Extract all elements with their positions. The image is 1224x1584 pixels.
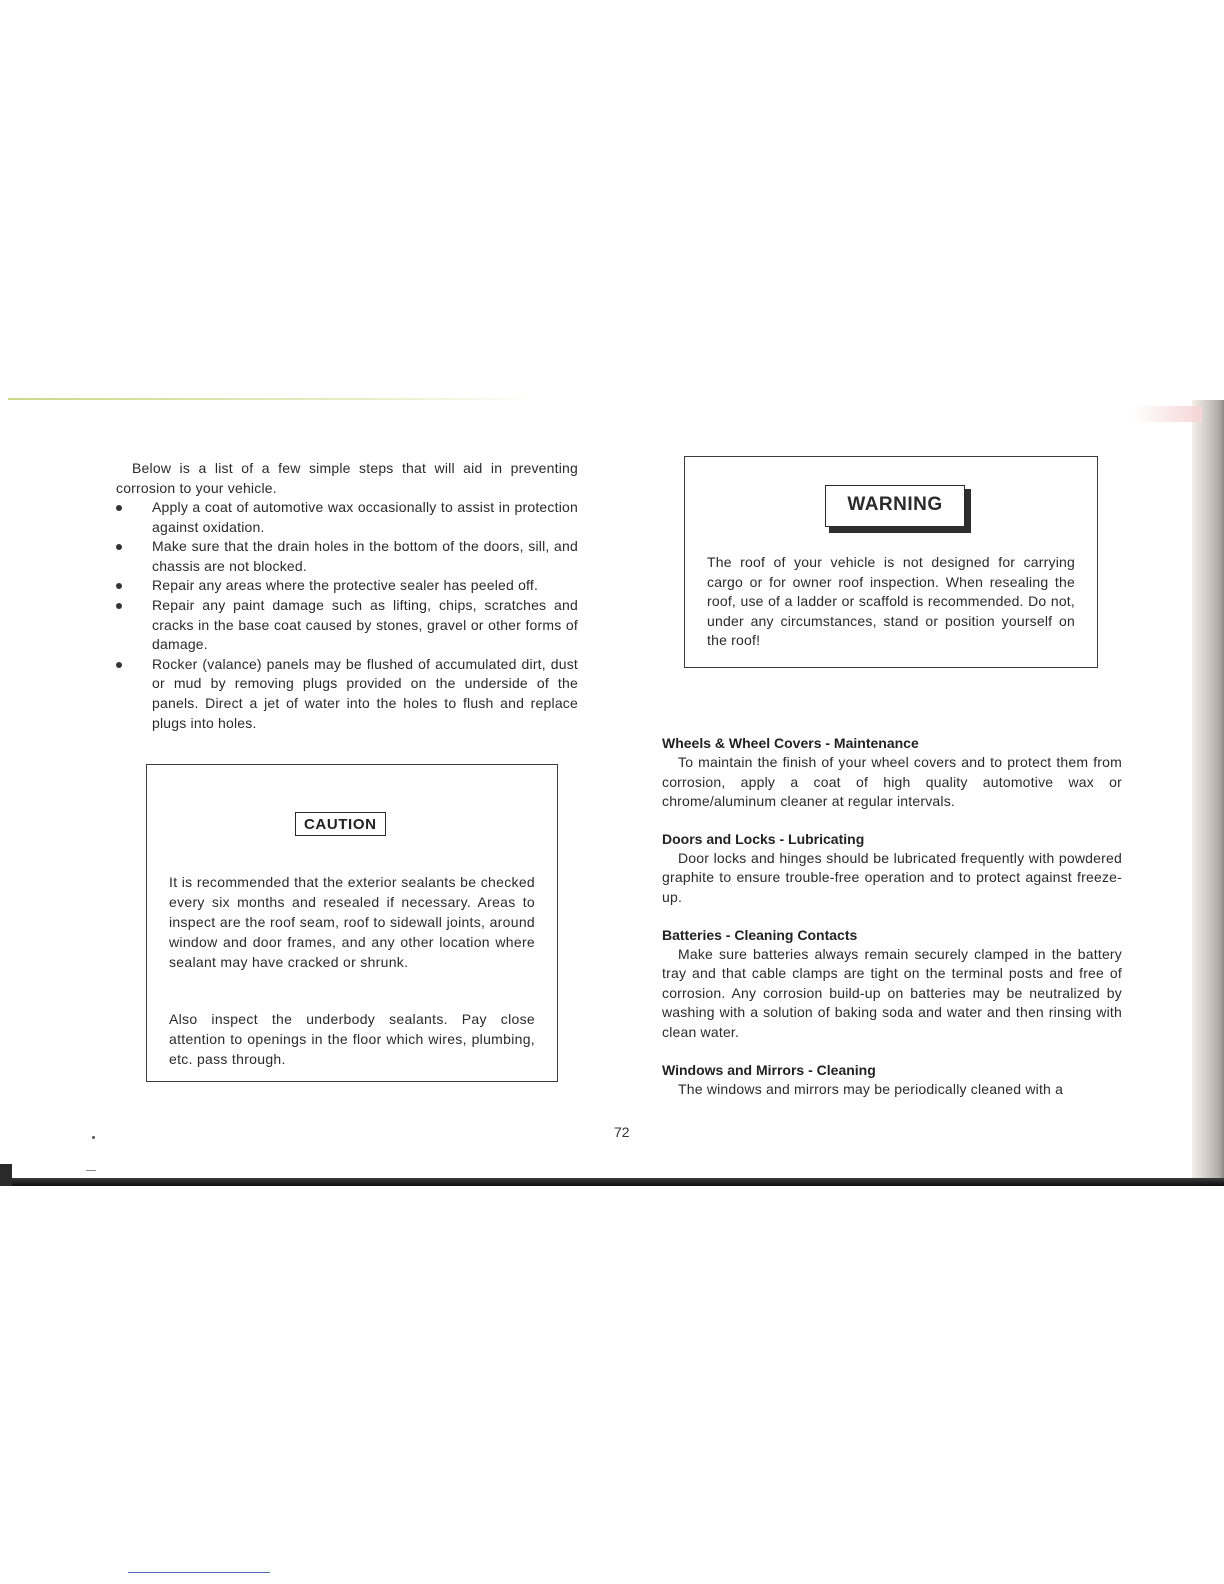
list-item: Make sure that the drain holes in the bottom of the doors, sill, and chassis are not blocked. — [116, 537, 578, 576]
list-item: Repair any paint damage such as lifting, chips, scratches and cracks in the base coat caused by stones, gravel or other forms of damage. — [116, 596, 578, 655]
list-item: Rocker (valance) panels may be flushed of accumulated dirt, dust or mud by removing plugs provided on the underside of the panels. Direct a jet of water into the holes to flush and replace plugs into holes. — [116, 655, 578, 733]
section-body: Door locks and hinges should be lubricated frequently with powdered graphite to ensure trouble-free operation and to protect against freeze-up. — [662, 849, 1122, 905]
bullet-icon — [116, 583, 122, 589]
warning-label-shadow — [829, 527, 971, 533]
caution-paragraph: It is recommended that the exterior sealants be checked every six months and resealed if necessary. Areas to inspect are the roof seam, roof to sidewall joints, around window and door frames, and any other location where sealant may have cracked or shrunk. — [169, 874, 535, 970]
maintenance-sections — [662, 734, 1122, 1117]
section-body: Make sure batteries always remain securely clamped in the battery tray and that cable clamps are tight on the terminal posts and free of corrosion. Any corrosion build-up on batteries may be neutralized by washing with a solution of baking soda and water and then rinsing with clean water. — [662, 945, 1122, 1040]
bullet-icon — [116, 662, 122, 668]
footer-rule — [128, 1572, 270, 1573]
warning-paragraph: The roof of your vehicle is not designed for carrying cargo or for owner roof inspection. When resealing the roof, use of a ladder or scaffold is recommended. Do not, under any circumstances, stand or position yourself on the roof! — [707, 554, 1075, 649]
scan-page-edge-right — [1192, 400, 1224, 1184]
section-heading: Batteries - Cleaning Contacts — [662, 926, 858, 943]
scan-speck — [92, 1136, 95, 1139]
scan-speck — [86, 1170, 96, 1171]
caution-paragraph: Also inspect the underbody sealants. Pay close attention to openings in the floor which wires, plumbing, etc. pass through. — [169, 1011, 535, 1067]
section-heading: Windows and Mirrors - Cleaning — [662, 1061, 876, 1078]
section-body: The windows and mirrors may be periodically cleaned with a — [678, 1080, 1064, 1097]
caution-label: CAUTION — [295, 812, 386, 836]
section-heading: Doors and Locks - Lubricating — [662, 830, 865, 847]
section-windows-mirrors — [662, 1061, 1122, 1100]
list-item: Repair any areas where the protective sealer has peeled off. — [116, 576, 578, 596]
list-item: Apply a coat of automotive wax occasionally to assist in protection against oxidation. — [116, 498, 578, 537]
section-wheels — [662, 734, 1122, 812]
caution-box — [146, 764, 558, 1082]
section-body: To maintain the finish of your wheel covers and to protect them from corrosion, apply a coat of high quality automotive wax or chrome/aluminum cleaner at regular intervals. — [662, 754, 1122, 810]
scan-page-edge-bottom — [0, 1178, 1224, 1186]
warning-label: WARNING — [825, 485, 965, 527]
scan-top-line — [8, 398, 538, 400]
section-doors-locks — [662, 830, 1122, 908]
section-batteries — [662, 926, 1122, 1043]
section-heading: Wheels & Wheel Covers - Maintenance — [662, 735, 919, 751]
page-number: 72 — [614, 1124, 630, 1140]
warning-box — [684, 456, 1098, 668]
bullet-icon — [116, 505, 122, 511]
bullet-icon — [116, 544, 122, 550]
bullet-icon — [116, 603, 122, 609]
corrosion-steps-list — [116, 498, 578, 733]
intro-paragraph: Below is a list of a few simple steps that will aid in preventing corrosion to your vehicle. — [116, 460, 578, 496]
